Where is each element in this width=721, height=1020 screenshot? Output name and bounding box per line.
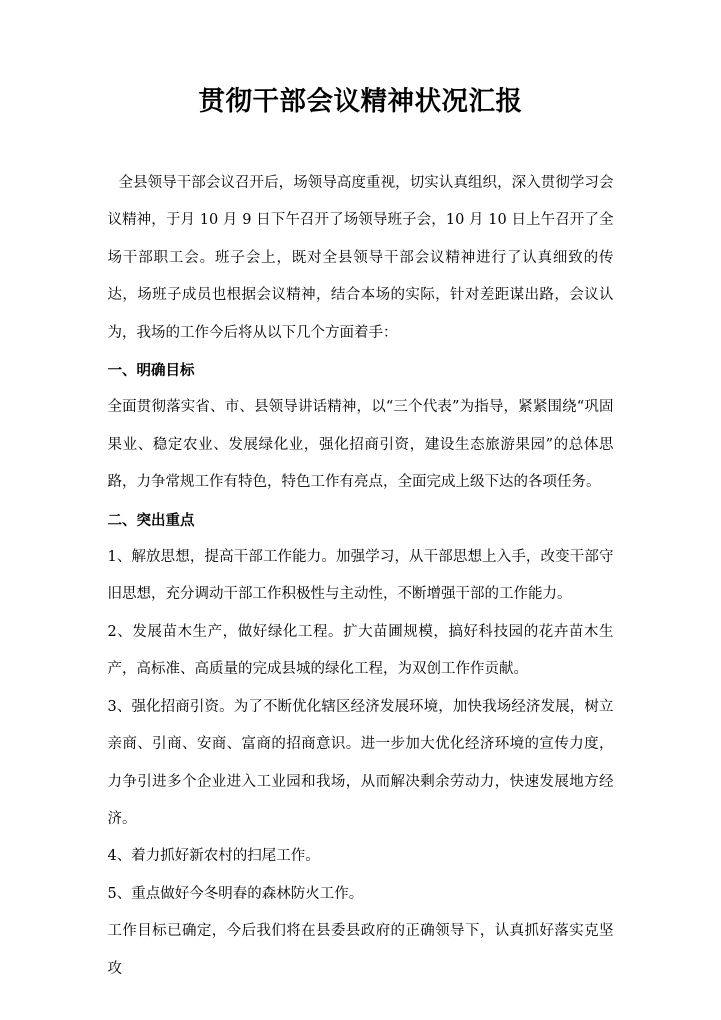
paragraph: 一、明确目标 bbox=[107, 362, 195, 380]
paragraph: 3、强化招商引资。为了不断优化辖区经济发展环境，加快我场经济发展，树立亲商、引商、安商、富商的招商意识。进一步加大优化经济环境的宣传力度，力争引进多个企业进入工业园和我场，从而解决剩余劳动力，快速发展地方经济。 bbox=[107, 698, 614, 827]
paragraph: 1、解放思想，提高干部工作能力。加强学习，从干部思想上入手，改变干部守旧思想，充分调动干部工作积极性与主动性，不断增强干部的工作能力。 bbox=[107, 549, 614, 603]
paragraph: 2、发展苗木生产，做好绿化工程。扩大苗圃规模，搞好科技园的花卉苗木生产，高标准、高质量的完成县城的绿化工程，为双创工作作贡献。 bbox=[107, 623, 614, 678]
document-body bbox=[108, 165, 614, 988]
paragraph: 5、重点做好今冬明春的森林防火工作。 bbox=[107, 885, 364, 902]
paragraph: 工作目标已确定，今后我们将在县委县政府的正确领导下，认真抓好落实克坚攻 bbox=[107, 923, 614, 977]
paragraph: 4、着力抓好新农村的扫尾工作。 bbox=[107, 848, 320, 865]
document-title: 贯彻干部会议精神状况汇报 bbox=[198, 86, 523, 117]
paragraph: 二、突出重点 bbox=[107, 511, 195, 529]
paragraph: 全面贯彻落实省、市、县领导讲话精神，以“三个代表”为指导，紧紧围绕“巩固果业、稳定农业、发展绿化业，强化招商引资，建设生态旅游果园”的总体思路，力争常规工作有特色，特色工作有亮点，全面完成上级下达的各项任务。 bbox=[107, 399, 614, 491]
paragraph: 全县领导干部会议召开后，场领导高度重视，切实认真组织，深入贯彻学习会议精神，于月 10 月 9 日下午召开了场领导班子会，10 月 10 日上午召开了全场干部职工会。班子会上，既对全县领导干部会议精神进行了认真细致的传达，场班子成员也根据会议精神，结合本场的实际，针对差距谋出路，会议认为，我场的工作今后将从以下几个方面着手： bbox=[107, 175, 614, 341]
